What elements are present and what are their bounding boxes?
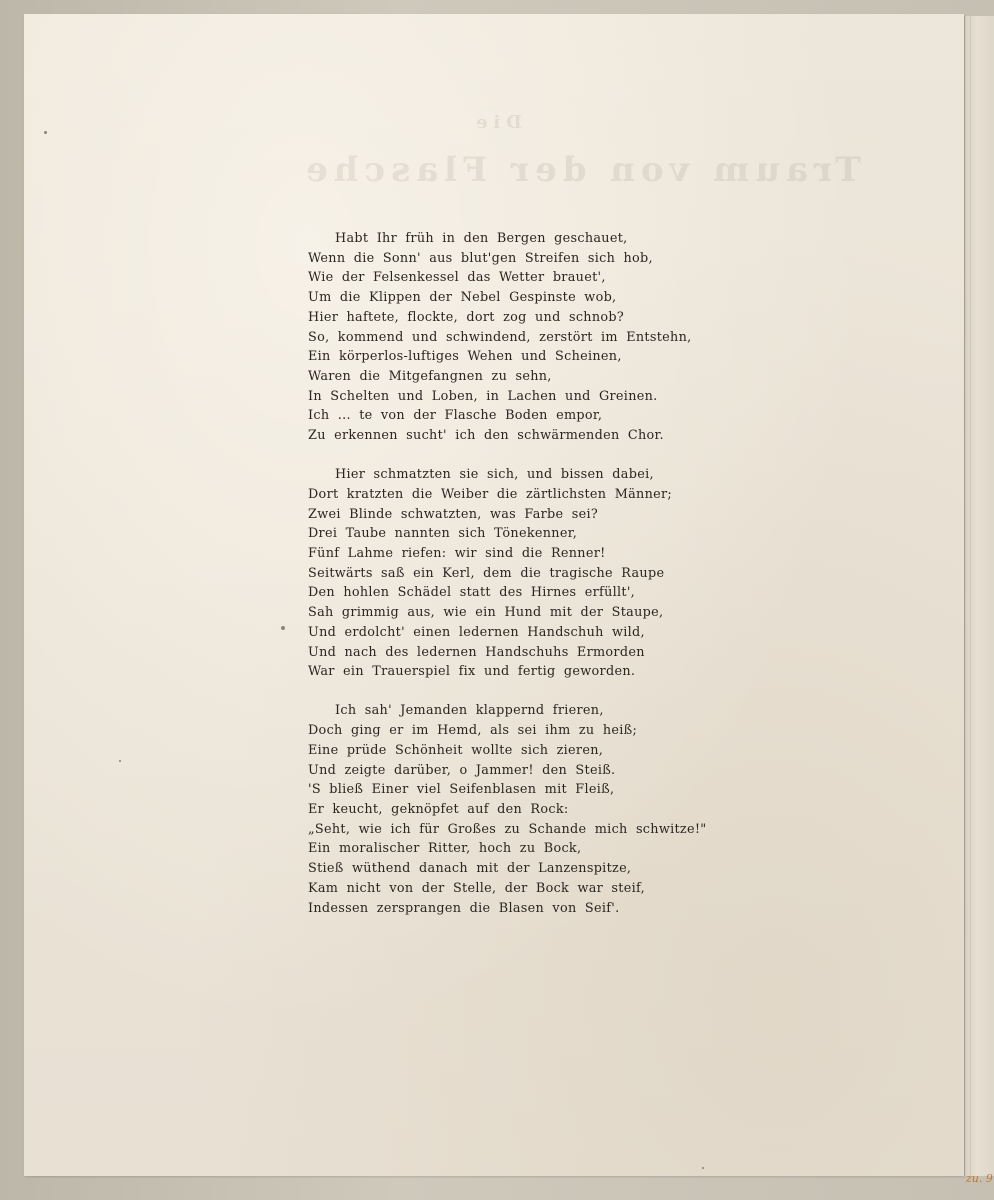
paper-speck (44, 131, 47, 134)
poem-stanza-1 (308, 229, 692, 446)
poem-line: Um die Klippen der Nebel Gespinste wob, (308, 290, 617, 306)
poem-line: Hier haftete, flockte, dort zog und schnob? (308, 309, 625, 325)
poem-line: Ein moralischer Ritter, hoch zu Bock, (308, 841, 582, 857)
poem-body (308, 229, 707, 938)
poem-line: Stieß wüthend danach mit der Lanzenspitze, (308, 861, 632, 877)
poem-line: Hier schmatzten sie sich, und bissen dabei, (335, 467, 654, 483)
poem-line: „Seht, wie ich für Großes zu Schande mich schwitze!" (308, 821, 707, 837)
poem-line: Er keucht, geknöpfet auf den Rock: (308, 801, 569, 817)
poem-line: Zu erkennen sucht' ich den schwärmenden Chor. (308, 428, 664, 444)
poem-line: Ich ... te von der Flasche Boden empor, (308, 408, 603, 424)
paper-speck (119, 760, 121, 762)
show-through-large: Traum von der Flasche (300, 150, 861, 190)
sheet-fold-line (970, 16, 971, 1176)
poem-line: Eine prüde Schönheit wollte sich zieren, (308, 742, 604, 758)
poem-line: Indessen zersprangen die Blasen von Seif'. (308, 900, 620, 916)
poem-line: Habt Ihr früh in den Bergen geschauet, (335, 231, 628, 246)
paper-speck (281, 626, 285, 630)
poem-line: Zwei Blinde schwatzten, was Farbe sei? (308, 506, 599, 522)
poem-line: Ich sah' Jemanden klappernd frieren, (335, 703, 604, 719)
paper-speck (702, 1167, 704, 1169)
poem-line: Doch ging er im Hemd, als sei ihm zu heiß; (308, 723, 638, 739)
poem-line: War ein Trauerspiel fix und fertig geworden. (308, 664, 636, 680)
poem-line: Sah grimmig aus, wie ein Hund mit der Staupe, (308, 605, 664, 621)
poem-stanza-2 (308, 465, 673, 682)
poem-line: So, kommend und schwindend, zerstört im Entstehn, (308, 329, 692, 345)
poem-line: Dort kratzten die Weiber die zärtlichsten Männer; (308, 486, 673, 502)
poem-line: Und erdolcht' einen ledernen Handschuh wild, (308, 624, 645, 640)
poem-line: Und zeigte darüber, o Jammer! den Steiß. (308, 762, 616, 778)
show-through-small: Die (470, 112, 522, 133)
archive-pencil-mark: zu. 9 (966, 1172, 993, 1185)
poem-line: Ein körperlos-luftiges Wehen und Scheinen, (308, 349, 622, 365)
poem-stanza-3 (308, 701, 707, 918)
poem-line: Wenn die Sonn' aus blut'gen Streifen sich hob, (308, 250, 653, 266)
poem-line: Und nach des ledernen Handschuhs Ermorden (308, 644, 645, 660)
poem-line: Den hohlen Schädel statt des Hirnes erfüllt', (308, 585, 636, 601)
poem-line: Wie der Felsenkessel das Wetter brauet', (308, 270, 606, 286)
poem-line: 'S bließ Einer viel Seifenblasen mit Fleiß, (308, 782, 615, 798)
poem-line: Fünf Lahme riefen: wir sind die Renner! (308, 546, 606, 562)
poem-line: Seitwärts saß ein Kerl, dem die tragische Raupe (308, 565, 665, 581)
poem-line: Drei Taube nannten sich Tönekenner, (308, 526, 578, 542)
poem-line: Waren die Mitgefangnen zu sehn, (308, 368, 552, 384)
poem-line: In Schelten und Loben, in Lachen und Greinen. (308, 388, 658, 404)
poem-line: Kam nicht von der Stelle, der Bock war steif, (308, 880, 645, 896)
adjacent-sheet-edge (964, 16, 994, 1176)
